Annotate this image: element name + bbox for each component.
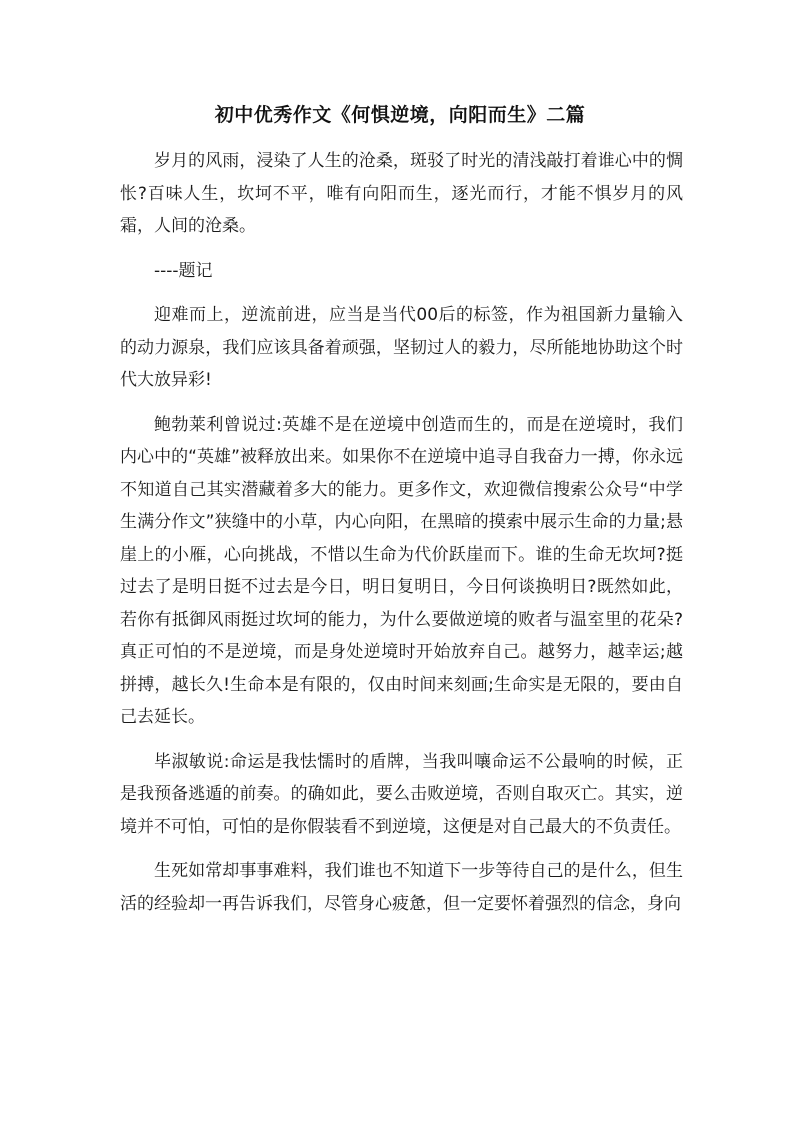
paragraph-1: 迎难而上，逆流前进，应当是当代00后的标签，作为祖国新力量输入的动力源泉，我们应该具备着顽强，坚韧过人的毅力，尽所能地协助这个时代大放异彩!: [120, 305, 683, 390]
paragraph-intro: 岁月的风雨，浸染了人生的沧桑，斑驳了时光的清浅敲打着谁心中的惆怅?百味人生，坎坷不平，唯有向阳而生，逐光而行，才能不惧岁月的风霜，人间的沧桑。: [120, 151, 683, 236]
document-body: [120, 145, 683, 932]
paragraph-epigraph-signature: ----题记: [154, 260, 213, 281]
paragraph-3: 毕淑敏说:命运是我怯懦时的盾牌，当我叫嚷命运不公最响的时候，正是我预备逃遁的前奏。的确如此，要么击败逆境，否则自取灭亡。其实，逆境并不可怕，可怕的是你假装看不到逆境，这便是对自己最大的不负责任。: [120, 751, 683, 837]
document-title: 初中优秀作文《何惧逆境，向阳而生》二篇: [214, 104, 586, 126]
paragraph-4: 生死如常却事事难料，我们谁也不知道下一步等待自己的是什么，但生活的经验却一再告诉我们，尽管身心疲惫，但一定要怀着强烈的信念，身向: [120, 861, 683, 914]
paragraph-2: 鲍勃莱利曾说过:英雄不是在逆境中创造而生的，而是在逆境时，我们内心中的“英雄”被释放出来。如果你不在逆境中追寻自我奋力一搏，你永远不知道自己其实潜藏着多大的能力。更多作文，欢迎微信搜索公众号“中学生满分作文”狭缝中的小草，内心向阳，在黑暗的摸索中展示生命的力量;悬崖上的小雁，心向挑战，不惜以生命为代价跃崖而下。谁的生命无坎坷?挺过去了是明日挺不过去是今日，明日复明日，今日何谈换明日?既然如此，若你有抵御风雨挺过坎坷的能力，为什么要做逆境的败者与温室里的花朵?真正可怕的不是逆境，而是身处逆境时开始放弃自己。越努力，越幸运;越拼搏，越长久!生命本是有限的，仅由时间来刻画;生命实是无限的，要由自己去延长。: [120, 414, 683, 727]
